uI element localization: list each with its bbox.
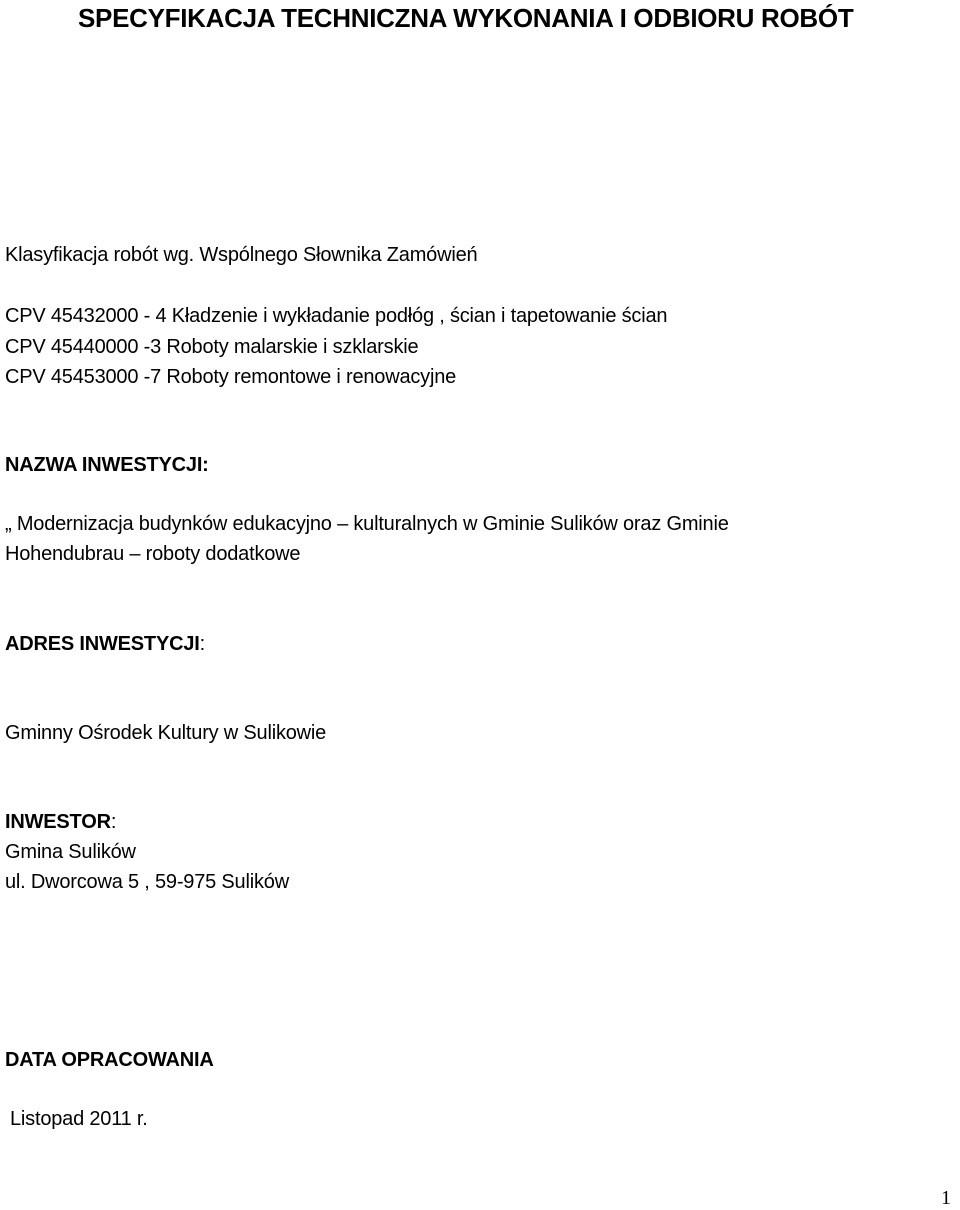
investor-label: INWESTOR [5, 811, 111, 833]
investment-address-label: ADRES INWESTYCJI [5, 633, 200, 655]
classification-heading: Klasyfikacja robót wg. Wspólnego Słownika Zamówień [5, 244, 478, 266]
investor-label-suffix: : [110, 811, 117, 833]
preparation-date-value: Listopad 2011 r. [10, 1108, 148, 1130]
cpv-code-3: CPV 45453000 -7 Roboty remontowe i renowacyjne [5, 366, 457, 388]
preparation-date-label: DATA OPRACOWANIA [5, 1049, 214, 1071]
investment-name-label: NAZWA INWESTYCJI: [5, 454, 209, 476]
investment-address-label-row [5, 632, 205, 656]
investor-label-row [5, 810, 116, 834]
investment-name-line-1: „ Modernizacja budynków edukacyjno – kulturalnych w Gminie Sulików oraz Gminie [5, 513, 729, 535]
investor-address: ul. Dworcowa 5 , 59-975 Sulików [5, 871, 289, 893]
document-title: SPECYFIKACJA TECHNICZNA WYKONANIA I ODBIORU ROBÓT [78, 3, 854, 33]
cpv-code-1: CPV 45432000 - 4 Kładzenie i wykładanie podłóg , ścian i tapetowanie ścian [5, 305, 668, 327]
cpv-code-2: CPV 45440000 -3 Roboty malarskie i szklarskie [5, 336, 419, 358]
page-number: 1 [941, 1187, 951, 1209]
investment-name-line-2: Hohendubrau – roboty dodatkowe [5, 543, 301, 565]
investment-address-value: Gminny Ośrodek Kultury w Sulikowie [5, 722, 327, 744]
investor-name: Gmina Sulików [5, 841, 136, 863]
investment-address-label-suffix: : [199, 633, 205, 655]
